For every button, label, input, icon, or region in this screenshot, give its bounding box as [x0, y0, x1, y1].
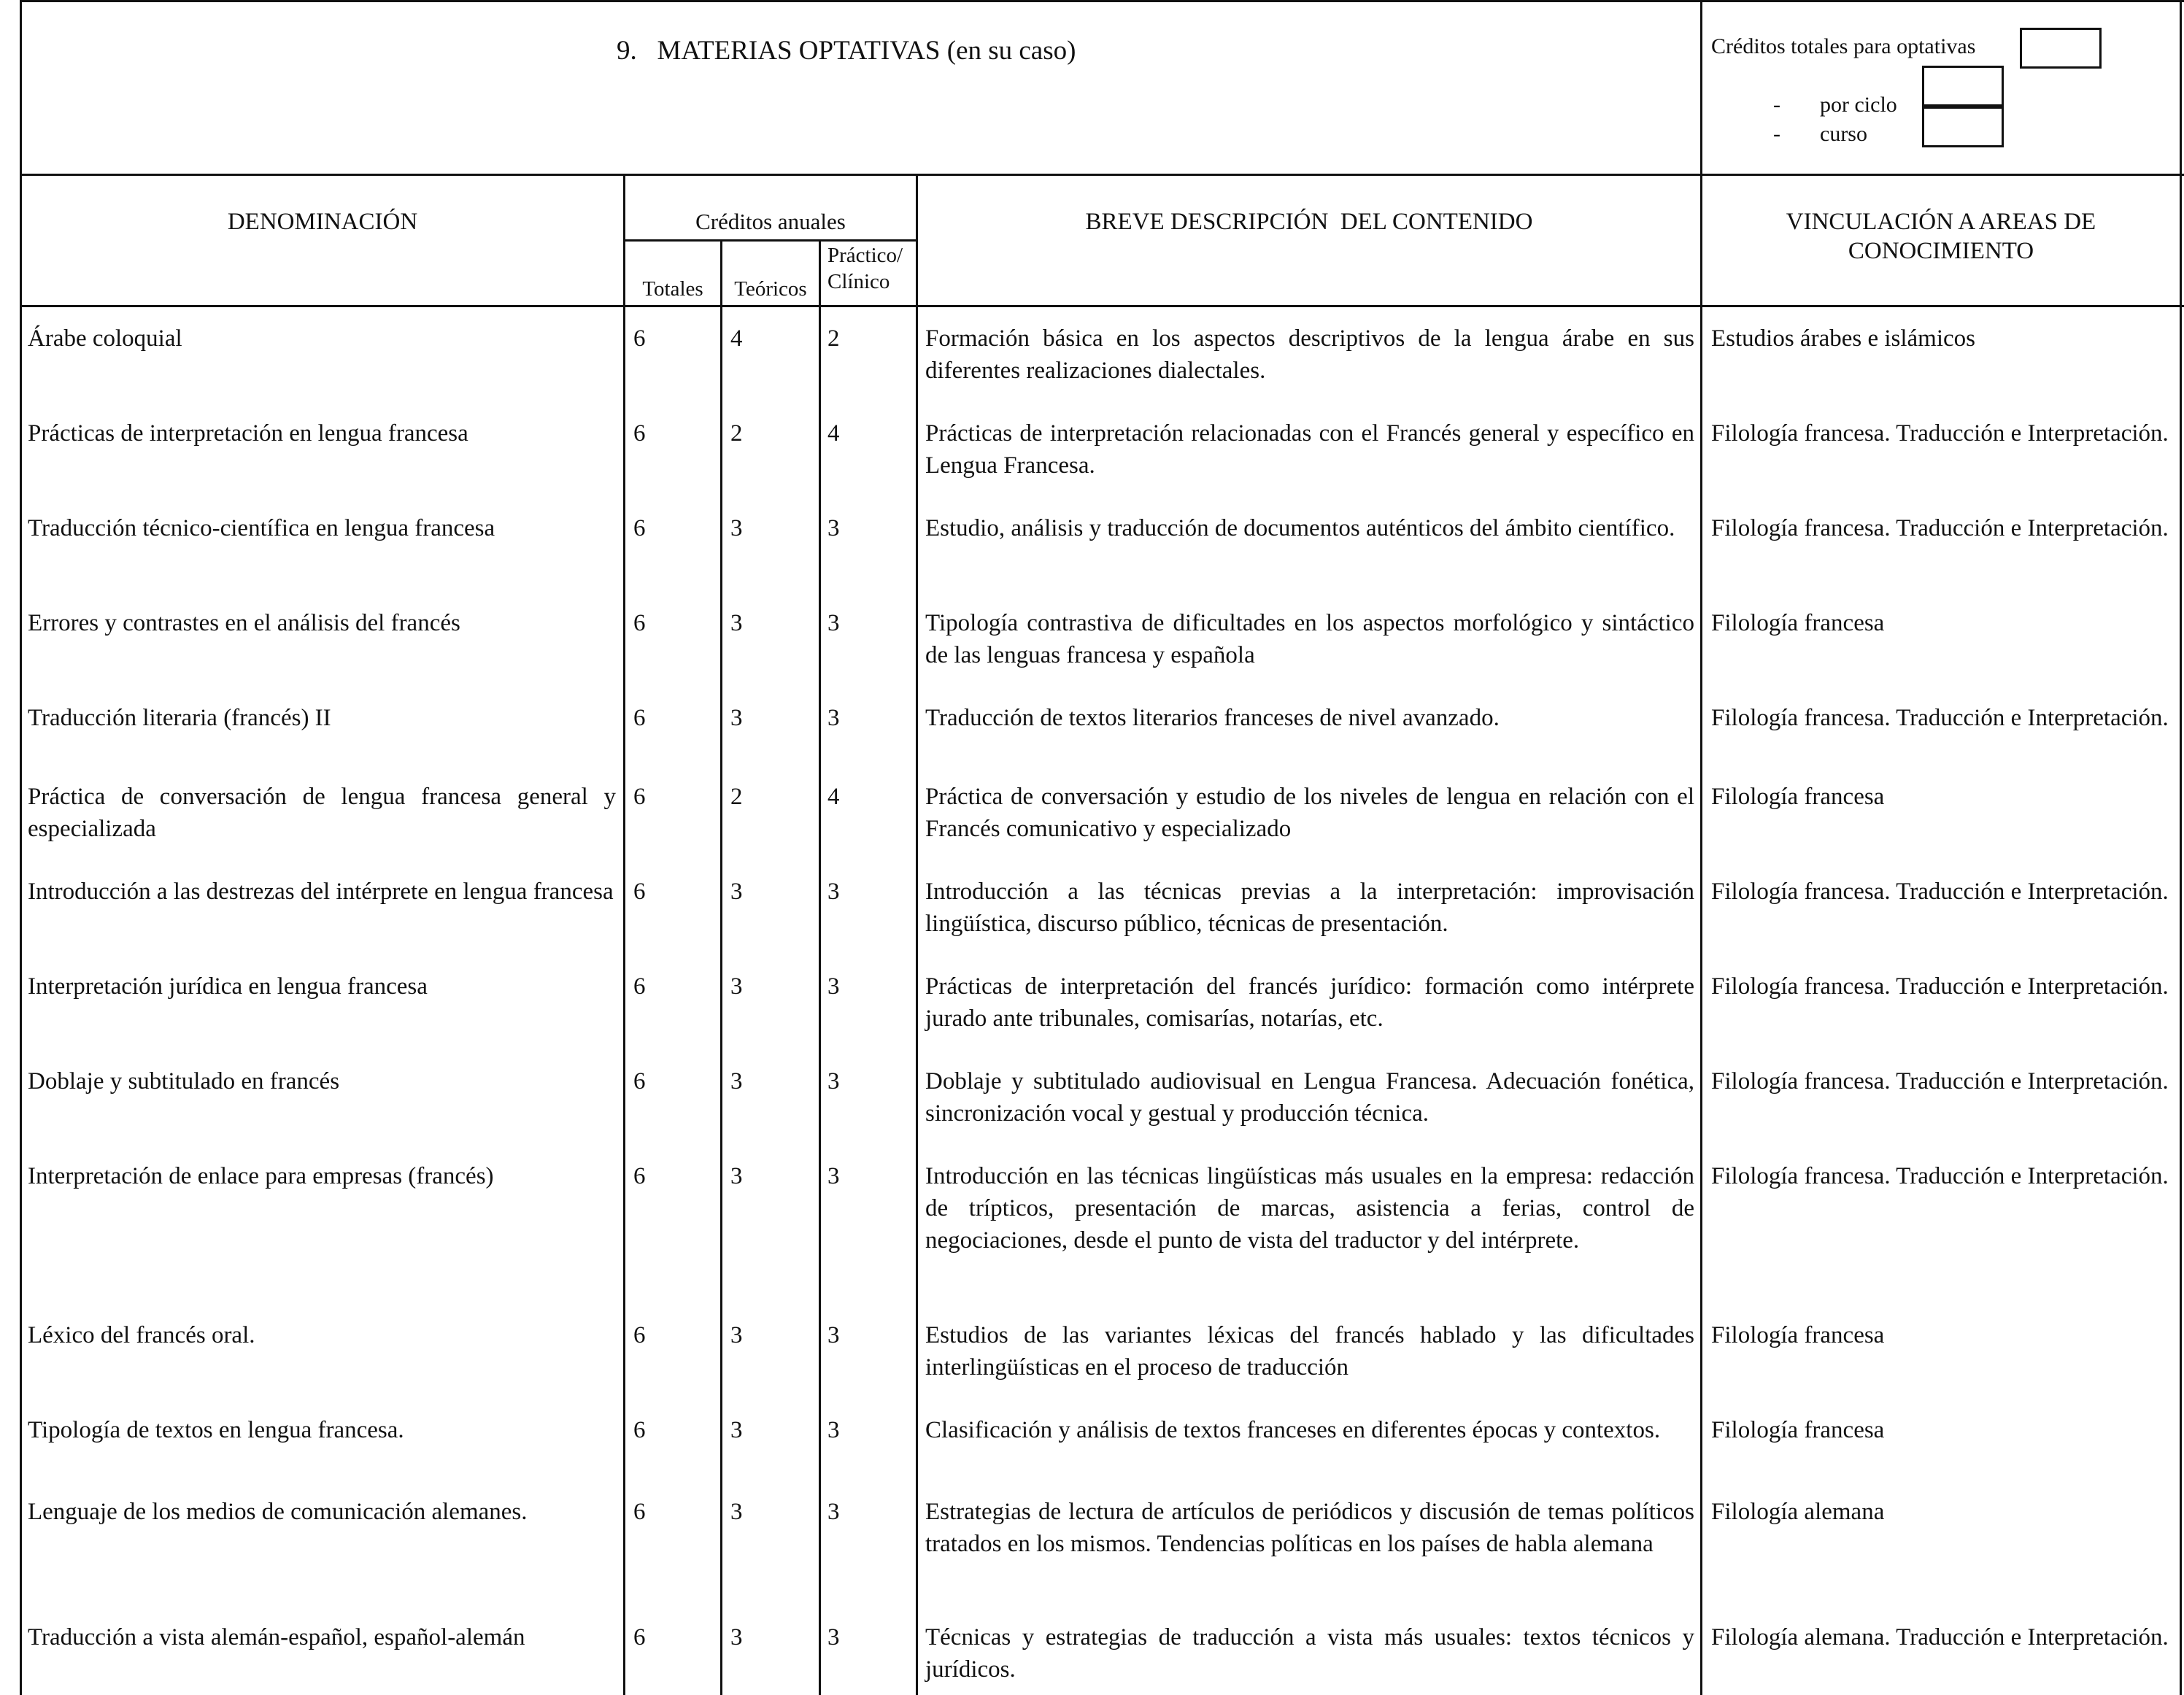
column-header-bottom-line [20, 305, 2184, 307]
col-header-totales: Totales [642, 277, 703, 301]
subject-description: Traducción de textos literarios franceses de nivel avanzado. [925, 705, 1500, 731]
knowledge-area: Filología francesa. Traducción e Interpretación. [1711, 420, 2169, 447]
subject-description: Doblaje y subtitulado audiovisual en Lengua Francesa. Adecuación fonética, sincronización vocal y gestual y producción técnica. [925, 1068, 1694, 1127]
subject-description: Clasificación y análisis de textos franceses en diferentes épocas y contextos. [925, 1417, 1661, 1443]
credits-teoricos: 3 [730, 1417, 743, 1443]
subject-description: Tipología contrastiva de dificultades en los aspectos morfológico y sintáctico de las lenguas francesa y española [925, 610, 1694, 668]
subject-name: Prácticas de interpretación en lengua francesa [28, 420, 468, 447]
section-title: 9. MATERIAS OPTATIVAS (en su caso) [617, 36, 1076, 66]
subject-description: Prácticas de interpretación del francés jurídico: formación como intérprete jurado ante tribunales, comisarías, notarías, etc. [925, 973, 1694, 1032]
subject-name: Práctica de conversación de lengua francesa general y especializada [28, 784, 616, 842]
credits-teoricos: 3 [730, 1068, 743, 1094]
subject-description: Prácticas de interpretación relacionadas con el Francés general y específico en Lengua Francesa. [925, 420, 1694, 479]
credits-teoricos: 3 [730, 879, 743, 905]
subject-description: Estrategias de lectura de artículos de periódicos y discusión de temas políticos tratados en los mismos. Tendencias políticas en los países de habla alemana [925, 1499, 1694, 1557]
credits-practicos: 3 [827, 515, 840, 541]
col-header-vinculacion-line1: VINCULACIÓN A AREAS DE [1786, 209, 2096, 235]
course-dash: - [1773, 122, 1780, 146]
subject-description: Introducción en las técnicas lingüísticas más usuales en la empresa: redacción de trípticos, presentación de marcas, asistencia a ferias, control de negociaciones, desde el punto de vista del traductor y del intérprete. [925, 1163, 1694, 1254]
subject-name: Traducción literaria (francés) II [28, 705, 331, 731]
credits-total-field[interactable] [2020, 28, 2102, 69]
knowledge-area: Filología alemana [1711, 1499, 1885, 1525]
frame-top-line [20, 0, 2184, 2]
knowledge-area: Filología francesa. Traducción e Interpretación. [1711, 973, 2169, 1000]
col-header-teoricos: Teóricos [734, 277, 807, 301]
col-line-descripcion [1700, 174, 1702, 1695]
col-line-creditos [916, 174, 918, 1695]
knowledge-area: Filología francesa [1711, 1417, 1885, 1443]
col-header-vinculacion-line2: CONOCIMIENTO [1848, 238, 2034, 264]
knowledge-area: Filología francesa. Traducción e Interpretación. [1711, 879, 2169, 905]
frame-right-line [2180, 0, 2182, 1695]
credits-teoricos: 2 [730, 784, 743, 810]
credits-teoricos: 4 [730, 325, 743, 352]
knowledge-area: Filología francesa. Traducción e Interpretación. [1711, 705, 2169, 731]
credits-teoricos: 3 [730, 973, 743, 1000]
subject-description: Formación básica en los aspectos descriptivos de la lengua árabe en sus diferentes realizaciones dialectales. [925, 325, 1694, 384]
credits-totales: 6 [633, 784, 646, 810]
per-cycle-field[interactable] [1922, 66, 2004, 107]
credits-practicos: 2 [827, 325, 840, 352]
credits-teoricos: 3 [730, 1624, 743, 1650]
subject-description: Práctica de conversación y estudio de los niveles de lengua en relación con el Francés comunicativo y especializado [925, 784, 1694, 842]
credits-teoricos: 3 [730, 1322, 743, 1348]
subject-name: Tipología de textos en lengua francesa. [28, 1417, 404, 1443]
credits-totales: 6 [633, 1417, 646, 1443]
credits-practicos: 3 [827, 1068, 840, 1094]
course-label: curso [1820, 122, 1867, 146]
credits-practicos: 3 [827, 1624, 840, 1650]
knowledge-area: Filología francesa. Traducción e Interpretación. [1711, 1163, 2169, 1189]
credits-practicos: 3 [827, 1163, 840, 1189]
credits-practicos: 3 [827, 610, 840, 636]
credits-teoricos: 3 [730, 705, 743, 731]
subject-name: Traducción a vista alemán-español, español-alemán [28, 1624, 525, 1650]
credits-totales: 6 [633, 1068, 646, 1094]
subject-name: Traducción técnico-científica en lengua francesa [28, 515, 495, 541]
header-bottom-line [20, 174, 2184, 176]
credits-teoricos: 3 [730, 515, 743, 541]
subject-name: Lenguaje de los medios de comunicación alemanes. [28, 1499, 528, 1525]
knowledge-area: Filología francesa [1711, 784, 1885, 810]
frame-left-line [20, 0, 22, 1695]
credits-practicos: 3 [827, 879, 840, 905]
credits-totales: 6 [633, 705, 646, 731]
knowledge-area: Filología francesa. Traducción e Interpretación. [1711, 515, 2169, 541]
credits-practicos: 4 [827, 784, 840, 810]
credits-teoricos: 3 [730, 610, 743, 636]
credits-practicos: 3 [827, 705, 840, 731]
subject-name: Introducción a las destrezas del intérprete en lengua francesa [28, 879, 614, 905]
knowledge-area: Filología alemana. Traducción e Interpretación. [1711, 1624, 2169, 1650]
credits-totales: 6 [633, 610, 646, 636]
credits-totales: 6 [633, 973, 646, 1000]
credits-totales: 6 [633, 1624, 646, 1650]
credits-totales: 6 [633, 1499, 646, 1525]
subject-name: Interpretación de enlace para empresas (francés) [28, 1163, 494, 1189]
col-header-practico-line2: Clínico [827, 270, 890, 293]
knowledge-area: Estudios árabes e islámicos [1711, 325, 1976, 352]
per-cycle-dash: - [1773, 93, 1780, 117]
credits-practicos: 3 [827, 1499, 840, 1525]
subject-name: Léxico del francés oral. [28, 1322, 255, 1348]
credits-totales: 6 [633, 879, 646, 905]
col-line-denominacion [623, 174, 625, 1695]
credits-totales: 6 [633, 420, 646, 447]
subject-name: Árabe coloquial [28, 325, 182, 352]
knowledge-area: Filología francesa. Traducción e Interpretación. [1711, 1068, 2169, 1094]
col-line-teoricos [819, 239, 821, 1695]
knowledge-area: Filología francesa [1711, 610, 1885, 636]
subject-name: Errores y contrastes en el análisis del francés [28, 610, 460, 636]
col-header-practico-line1: Práctico/ [827, 244, 903, 267]
credits-total-label: Créditos totales para optativas [1711, 34, 1976, 58]
col-header-creditos-anuales: Créditos anuales [695, 209, 846, 234]
credits-practicos: 3 [827, 1322, 840, 1348]
credits-totales: 6 [633, 515, 646, 541]
subject-description: Introducción a las técnicas previas a la interpretación: improvisación lingüística, discurso público, técnicas de presentación. [925, 879, 1694, 937]
creditos-subheader-line [623, 239, 917, 242]
col-line-totales [720, 239, 722, 1695]
credits-teoricos: 3 [730, 1163, 743, 1189]
credits-practicos: 4 [827, 420, 840, 447]
credits-practicos: 3 [827, 973, 840, 1000]
credits-totales: 6 [633, 325, 646, 352]
col-header-descripcion: BREVE DESCRIPCIÓN DEL CONTENIDO [1085, 209, 1533, 235]
credits-teoricos: 2 [730, 420, 743, 447]
credits-practicos: 3 [827, 1417, 840, 1443]
col-header-denominacion: DENOMINACIÓN [227, 209, 418, 235]
subject-description: Estudio, análisis y traducción de documentos auténticos del ámbito científico. [925, 515, 1675, 541]
course-field[interactable] [1922, 107, 2004, 147]
subject-name: Interpretación jurídica en lengua francesa [28, 973, 428, 1000]
subject-description: Técnicas y estrategias de traducción a vista más usuales: textos técnicos y jurídicos. [925, 1624, 1694, 1683]
credits-totales: 6 [633, 1163, 646, 1189]
subject-name: Doblaje y subtitulado en francés [28, 1068, 340, 1094]
credits-totales: 6 [633, 1322, 646, 1348]
subject-description: Estudios de las variantes léxicas del francés hablado y las dificultades interlingüísticas en el proceso de traducción [925, 1322, 1694, 1381]
knowledge-area: Filología francesa [1711, 1322, 1885, 1348]
credits-teoricos: 3 [730, 1499, 743, 1525]
per-cycle-label: por ciclo [1820, 93, 1897, 117]
